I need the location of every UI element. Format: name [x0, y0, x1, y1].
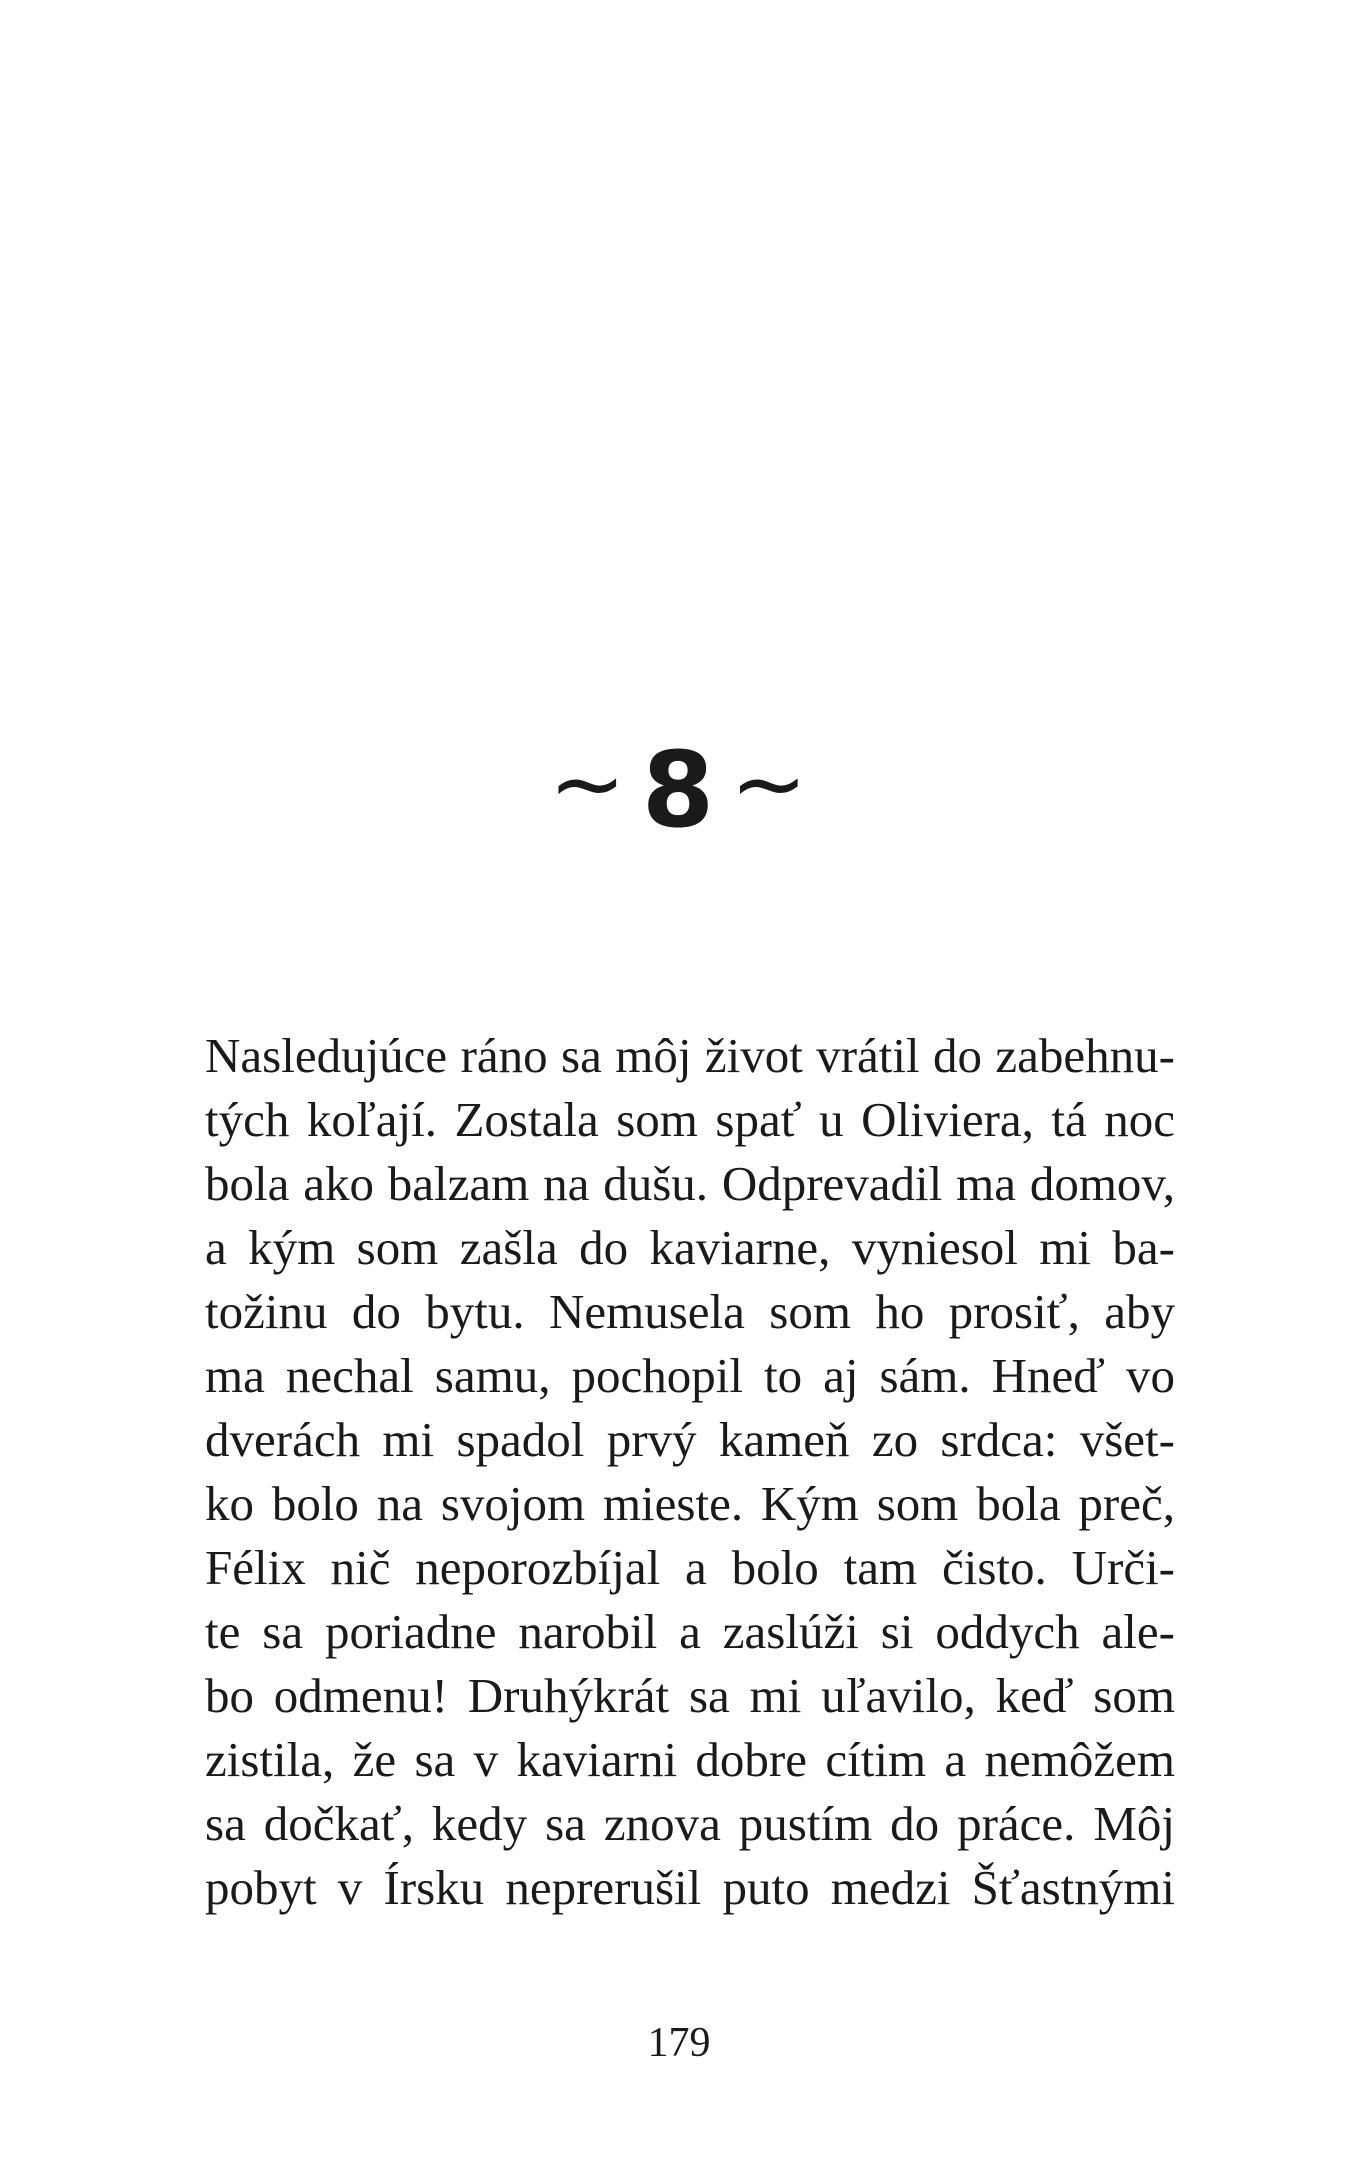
text-line: sa dočkať, kedy sa znova pustím do práce. Môj [205, 1796, 1175, 1851]
text-line: Félix nič neporozbíjal a bolo tam čisto. Urči- [205, 1540, 1175, 1595]
chapter-number: 8 [641, 728, 717, 851]
text-line: Nasledujúce ráno sa môj život vrátil do zabehnu- [205, 1028, 1175, 1083]
text-line: bola ako balzam na dušu. Odprevadil ma domov, [205, 1156, 1175, 1211]
text-line: ko bolo na svojom mieste. Kým som bola preč, [205, 1476, 1175, 1531]
text-line: a kým som zašla do kaviarne, vyniesol mi ba- [205, 1220, 1175, 1275]
text-line: tožinu do bytu. Nemusela som ho prosiť, aby [205, 1284, 1175, 1339]
body-paragraph [205, 1024, 1175, 1920]
chapter-heading [0, 722, 1358, 850]
text-line: dverách mi spadol prvý kameň zo srdca: všet- [205, 1412, 1175, 1467]
text-line: te sa poriadne narobil a zaslúži si oddych ale- [205, 1604, 1175, 1659]
text-line: tých koľají. Zostala som spať u Oliviera, tá noc [205, 1092, 1175, 1147]
tilde-left: ~ [548, 729, 628, 837]
text-line: ma nechal samu, pochopil to aj sám. Hneď vo [205, 1348, 1175, 1403]
text-line: zistila, že sa v kaviarni dobre cítim a nemôžem [205, 1732, 1175, 1787]
text-line: bo odmenu! Druhýkrát sa mi uľavilo, keď som [205, 1668, 1175, 1723]
tilde-right: ~ [730, 729, 810, 837]
page-number: 179 [647, 2020, 711, 2066]
text-line: pobyt v Írsku neprerušil puto medzi Šťastnými [205, 1860, 1175, 1915]
